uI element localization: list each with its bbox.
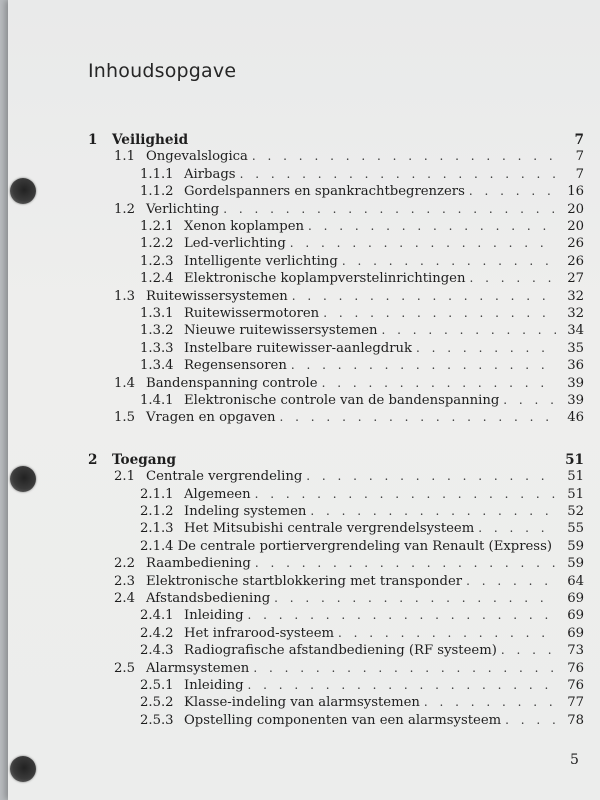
toc-title: Indeling systemen xyxy=(184,504,307,519)
toc-page-number: 77 xyxy=(567,695,584,711)
dot-leader xyxy=(466,574,556,588)
toc-subsection xyxy=(140,254,584,269)
toc-number: 1.3 xyxy=(114,288,135,304)
toc-number: 1.2.4 xyxy=(140,271,174,287)
dot-leader xyxy=(255,556,556,570)
toc-page-number: 51 xyxy=(565,451,584,468)
toc-page-number: 20 xyxy=(567,219,584,234)
dot-leader xyxy=(223,202,556,216)
toc-subsection xyxy=(140,678,584,693)
toc-section xyxy=(114,289,584,304)
page-number: 5 xyxy=(570,752,579,768)
toc-page-number: 69 xyxy=(567,608,584,624)
toc-section xyxy=(114,202,584,217)
toc-page-number: 59 xyxy=(567,538,584,554)
toc-subsection xyxy=(140,504,584,519)
punch-hole xyxy=(10,466,36,492)
toc-title: Alarmsystemen xyxy=(146,660,250,676)
toc-page-number: 7 xyxy=(574,132,584,148)
toc-page-number: 76 xyxy=(567,678,584,693)
toc-title: Raambediening xyxy=(146,556,251,572)
toc-page-number: 76 xyxy=(567,660,584,676)
toc-title: Bandenspanning controle xyxy=(146,375,318,391)
toc-number: 2.1 xyxy=(114,469,135,485)
toc-title: Het infrarood-systeem xyxy=(184,625,335,641)
toc-number: 1.2 xyxy=(114,201,135,217)
toc-title: Klasse-indeling van alarmsystemen xyxy=(184,695,420,711)
toc-subsection xyxy=(140,608,584,623)
toc-subsection xyxy=(140,219,584,234)
toc-subsection xyxy=(140,306,584,321)
toc-page-number: 39 xyxy=(567,393,584,408)
dot-leader xyxy=(338,626,556,640)
toc-section xyxy=(114,469,584,484)
toc-title: Elektronische controle van de bandenspanning xyxy=(184,393,500,408)
dot-leader xyxy=(382,323,557,337)
toc-subsection xyxy=(140,539,584,554)
toc-title: Vragen en opgaven xyxy=(146,410,276,426)
dot-leader xyxy=(290,236,556,250)
toc-number: 2.5 xyxy=(114,660,135,676)
toc-number: 2.5.1 xyxy=(140,678,174,693)
toc-title: Inleiding xyxy=(184,608,244,624)
punch-hole xyxy=(10,756,36,782)
dot-leader xyxy=(424,695,556,709)
toc-page-number: 73 xyxy=(567,643,584,659)
toc-number: 2.3 xyxy=(114,573,135,589)
toc-page-number: 69 xyxy=(567,591,584,606)
toc-number: 2.5.3 xyxy=(140,712,174,728)
toc-number: 1.5 xyxy=(114,410,135,426)
toc-page-number: 7 xyxy=(575,149,584,165)
toc-title: Inleiding xyxy=(184,678,244,693)
toc-title: Ruitewissersystemen xyxy=(146,288,288,304)
toc-subsection xyxy=(140,713,584,728)
dot-leader xyxy=(503,393,556,407)
toc-number: 2.4.2 xyxy=(140,625,174,641)
toc-number: 2.2 xyxy=(114,556,135,572)
toc-page-number: 35 xyxy=(567,340,584,356)
toc-page-number: 51 xyxy=(567,469,584,485)
dot-leader xyxy=(342,254,556,268)
toc-page-number: 52 xyxy=(567,504,584,519)
toc-number: 1.2.2 xyxy=(140,236,174,252)
toc-title: Regensensoren xyxy=(184,358,287,374)
toc-subsection xyxy=(140,521,584,536)
dot-leader xyxy=(274,591,556,605)
toc-section xyxy=(114,149,584,164)
dot-leader xyxy=(308,219,556,233)
dot-leader xyxy=(501,643,556,657)
toc-page-number: 51 xyxy=(567,486,584,502)
toc-subsection xyxy=(140,358,584,373)
dot-leader xyxy=(291,358,556,372)
toc-title: Elektronische koplampverstelinrichtingen xyxy=(184,271,466,287)
toc-title: Xenon koplampen xyxy=(184,219,305,234)
toc-page-number: 27 xyxy=(567,271,584,287)
toc-section xyxy=(114,556,584,571)
toc-title: Nieuwe ruitewissersystemen xyxy=(184,323,378,339)
toc-title: Centrale vergrendeling xyxy=(146,469,303,485)
toc-number: 2.4 xyxy=(114,591,135,606)
dot-leader xyxy=(248,608,556,622)
toc-section xyxy=(114,574,584,589)
toc-page-number: 32 xyxy=(567,306,584,321)
book-page xyxy=(8,0,600,800)
toc-subsection xyxy=(140,271,584,286)
toc-title: Toegang xyxy=(112,451,176,468)
toc-number: 1.3.4 xyxy=(140,358,174,374)
toc-title: Het Mitsubishi centrale vergrendelsysteem xyxy=(184,521,475,537)
dot-leader xyxy=(248,678,556,692)
toc-page-number: 20 xyxy=(567,201,584,217)
toc-number: 2.5.2 xyxy=(140,695,174,711)
toc-page-number: 16 xyxy=(567,184,584,200)
toc-page-number: 78 xyxy=(567,712,584,728)
dot-leader xyxy=(252,149,556,163)
dot-leader xyxy=(469,271,556,285)
toc-title: Ongevalslogica xyxy=(146,149,248,165)
toc-section xyxy=(114,591,584,606)
toc-number: 1.1.1 xyxy=(140,166,174,182)
toc-number: 1.4 xyxy=(114,375,135,391)
dot-leader xyxy=(306,469,556,483)
dot-leader xyxy=(416,341,556,355)
toc-page-number: 59 xyxy=(567,556,584,572)
toc-number: 2 xyxy=(88,451,98,468)
toc-number: 2.4.3 xyxy=(140,643,174,659)
dot-leader xyxy=(240,167,556,181)
dot-leader xyxy=(255,487,556,501)
toc-title: Gordelspanners en spankrachtbegrenzers xyxy=(184,184,465,200)
toc-title: Afstandsbediening xyxy=(146,591,271,606)
toc-page-number: 46 xyxy=(567,410,584,426)
toc-chapter xyxy=(88,452,584,468)
toc-number: 2.4.1 xyxy=(140,608,174,624)
toc-title: De centrale portiervergrendeling van Renault (Express) xyxy=(177,538,552,554)
dot-leader xyxy=(292,289,556,303)
dot-leader xyxy=(310,504,556,518)
toc-title: Ruitewissermotoren xyxy=(184,306,320,321)
toc-number: 2.1.4 xyxy=(140,538,174,554)
toc-subsection xyxy=(140,393,584,408)
dot-leader xyxy=(323,306,556,320)
toc-title: Led-verlichting xyxy=(184,236,286,252)
page-title: Inhoudsopgave xyxy=(88,60,237,82)
toc-number: 2.1.2 xyxy=(140,504,174,519)
toc-subsection xyxy=(140,643,584,658)
toc-section xyxy=(114,376,584,391)
toc-number: 1.3.1 xyxy=(140,306,174,321)
toc-subsection xyxy=(140,167,584,182)
dot-leader xyxy=(505,713,556,727)
dot-leader xyxy=(478,521,556,535)
toc-number: 1.3.2 xyxy=(140,323,174,339)
toc-subsection xyxy=(140,323,584,338)
toc-title: Airbags xyxy=(184,166,236,182)
toc-title: Opstelling componenten van een alarmsysteem xyxy=(184,712,502,728)
toc-number: 1.2.1 xyxy=(140,219,174,234)
toc-page-number: 32 xyxy=(567,288,584,304)
toc-title: Radiografische afstandbediening (RF systeem) xyxy=(184,643,497,659)
toc-number: 2.1.1 xyxy=(140,486,174,502)
toc-subsection xyxy=(140,184,584,199)
toc-page-number: 7 xyxy=(575,166,584,182)
toc-subsection xyxy=(140,236,584,251)
toc-section xyxy=(114,410,584,425)
toc-chapter xyxy=(88,132,584,148)
toc-number: 1 xyxy=(88,132,98,148)
toc-title: Instelbare ruitewisser-aanlegdruk xyxy=(184,340,413,356)
toc-title: Elektronische startblokkering met transponder xyxy=(146,573,463,589)
dot-leader xyxy=(253,661,556,675)
toc-number: 1.4.1 xyxy=(140,393,174,408)
toc-number: 1.3.3 xyxy=(140,340,174,356)
dot-leader xyxy=(469,184,556,198)
toc-number: 1.1 xyxy=(114,149,135,165)
toc-page-number: 26 xyxy=(567,236,584,252)
toc-title: Veiligheid xyxy=(112,132,189,148)
toc-number: 2.1.3 xyxy=(140,521,174,537)
toc-number: 1.2.3 xyxy=(140,253,174,269)
dot-leader xyxy=(322,376,556,390)
toc-subsection xyxy=(140,626,584,641)
toc-title: Verlichting xyxy=(146,201,220,217)
toc-section xyxy=(114,661,584,676)
toc-page-number: 39 xyxy=(567,375,584,391)
toc-title: Intelligente verlichting xyxy=(184,253,338,269)
toc-subsection xyxy=(140,341,584,356)
punch-hole xyxy=(10,178,36,204)
toc-subsection xyxy=(140,695,584,710)
toc-title: Algemeen xyxy=(184,486,251,502)
toc-page-number: 26 xyxy=(567,253,584,269)
toc-page-number: 34 xyxy=(567,323,584,339)
toc-number: 1.1.2 xyxy=(140,184,174,200)
toc-page-number: 36 xyxy=(567,358,584,374)
toc-page-number: 64 xyxy=(567,573,584,589)
toc-subsection xyxy=(140,487,584,502)
dot-leader xyxy=(280,410,556,424)
toc-page-number: 55 xyxy=(567,521,584,537)
toc-page-number: 69 xyxy=(567,625,584,641)
